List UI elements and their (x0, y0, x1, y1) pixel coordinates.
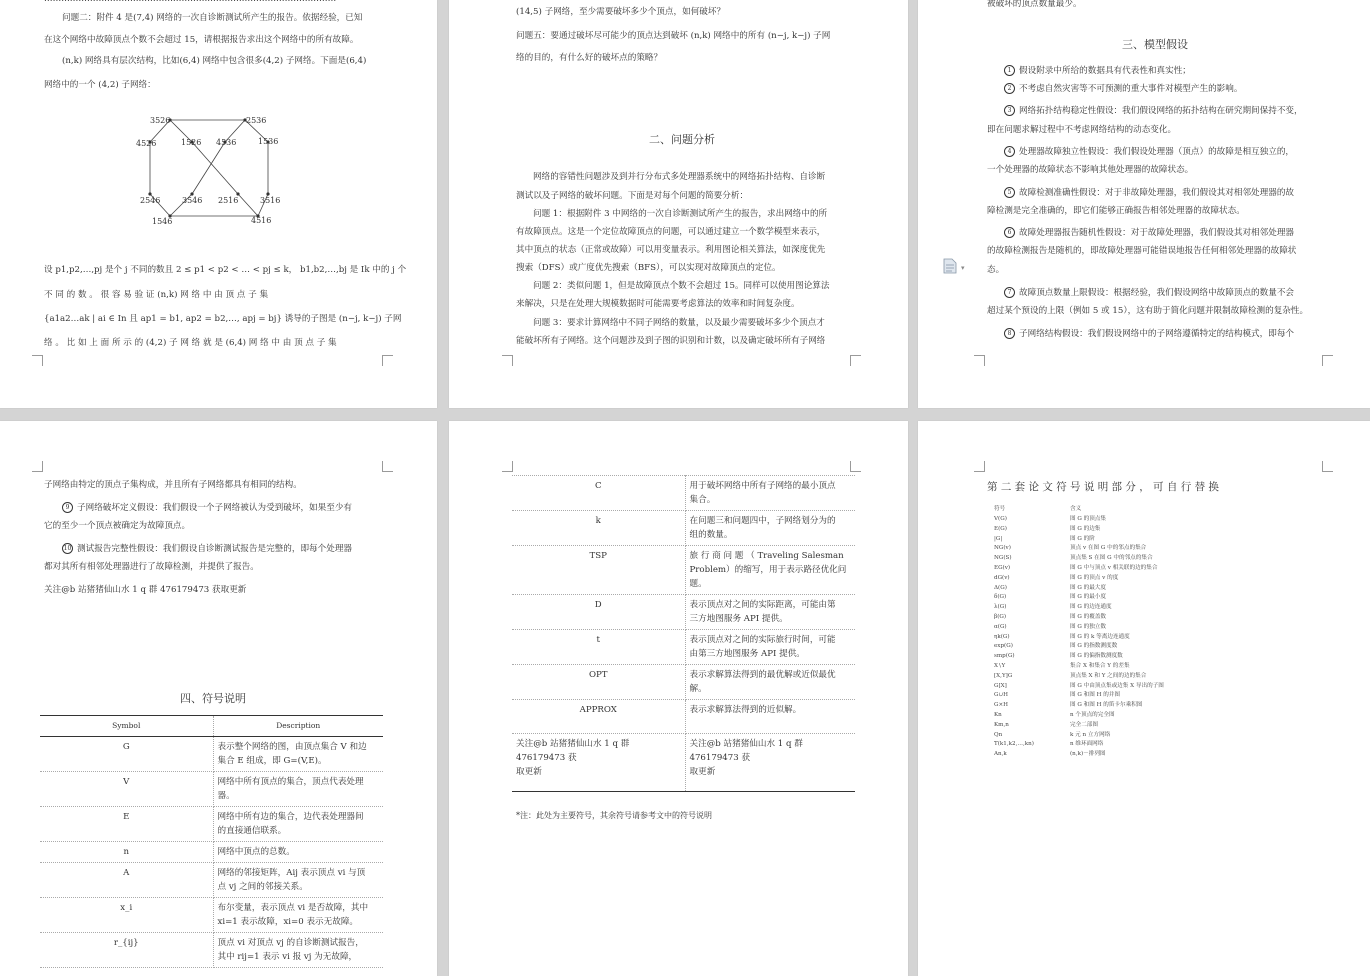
section-heading: 四、符号说明 (180, 692, 246, 705)
text-line: 态。 (987, 265, 1005, 275)
notation-meaning: n 维环面网络 (1070, 741, 1104, 748)
notation-symbol: Kn (994, 712, 1002, 718)
page-1 (0, 0, 437, 408)
page-2 (449, 0, 908, 408)
table-row: V 网络中所有顶点的集合，顶点代表处理 器。 (40, 772, 383, 807)
table-row: E 网络中所有边的集合，边代表处理器间 的直接通信联系。 (40, 807, 383, 842)
text-line: 设 p1,p2,…,pj 是个 j 不同的数且 2 ≤ p1 < p2 < … < pj ≤ k， b1,b2,…,bj 是 Ik 中的 j 个 (44, 265, 407, 275)
text-line: 来解决，只是在处理大规模数据时可能需要考虑算法的效率和时间复杂度。 (516, 299, 800, 309)
text-line: 一个处理器的故障状态不影响其他处理器的故障状态。 (987, 165, 1194, 175)
text-line: 测试以及子网络的破坏问题。下面是对每个问题的简要分析： (516, 191, 749, 201)
notation-meaning: 图 G 的阶 (1070, 535, 1095, 542)
page-corner-mark (1322, 355, 1333, 366)
table-row: n 网络中顶点的总数。 (40, 842, 383, 863)
assumption-item: 1 假设附录中所给的数据具有代表性和真实性； (1004, 65, 1191, 77)
notation-symbol: |G| (994, 535, 1003, 542)
text-line: 网络中的一个 (4,2) 子网络： (44, 80, 156, 90)
page-corner-mark (974, 461, 985, 472)
notation-symbol: X∖Y (994, 663, 1006, 669)
table-row: t 表示顶点对之间的实际旅行时间，可能 由第三方地图服务 API 提供。 (512, 630, 855, 665)
node-label: 1546 (152, 217, 173, 226)
assumption-item: 5 故障检测准确性假设：对于非故障处理器，我们假设其对相邻处理器的故 (1004, 187, 1294, 199)
notation-symbol: V(G) (994, 516, 1007, 522)
assumption-item: 8 子网络结构假设：我们假设网络中的子网络遵循特定的结构模式，即每个 (1004, 328, 1294, 340)
text-line: 在这个网络中故障顶点个数不会超过 15，请根据报告求出这个网络中的所有故障。 (44, 35, 359, 45)
table-row: D 表示顶点对之间的实际距离，可能由第 三方地图服务 API 提供。 (512, 595, 855, 630)
assumption-item: 9 子网络破坏定义假设：我们假设一个子网络被认为受到破坏，如果至少有 (62, 502, 352, 514)
table-header (40, 716, 383, 737)
table-row: OPT 表示求解算法得到的最优解或近似最优 解。 (512, 665, 855, 700)
page-corner-mark (974, 355, 985, 366)
table-row: 关注@b 站猪猪仙山水 1 q 群 476179473 获 取更新 关注@b 站猪猪仙山水 1 q 群 476179473 获 取更新 (512, 734, 855, 792)
assumption-item: 2 不考虑自然灾害等不可预测的重大事件对模型产生的影响。 (1004, 83, 1242, 95)
text-line: 网络的容错性问题涉及到并行分布式多处理器系统中的网络拓扑结构、自诊断 (533, 172, 826, 182)
notation-symbol: [X,Y]G (994, 672, 1013, 679)
notation-symbol: An,k (994, 751, 1007, 758)
notation-meaning: 顶点集 X 和 Y 之间的边的集合 (1070, 672, 1147, 679)
text-line: 能破坏所有子网络。这个问题涉及到子图的识别和计数，以及确定破坏所有子网络 (516, 336, 826, 346)
page-corner-mark (32, 461, 43, 472)
notation-symbol: NG(S) (994, 555, 1012, 562)
assumption-item: 3 网络拓扑结构稳定性假设：我们假设网络的拓扑结构在研究期间保持不变， (1004, 105, 1303, 117)
node-label: 3546 (182, 196, 203, 205)
notation-meaning: 图 G 和图 H 的并图 (1070, 692, 1121, 699)
notation-meaning: 集合 X 和集合 Y 的差集 (1070, 663, 1130, 669)
notation-symbol: Km,n (994, 721, 1009, 728)
notation-symbol: G∪H (994, 692, 1009, 699)
text-line: 即在问题求解过程中不考虑网络结构的动态变化。 (987, 125, 1177, 135)
text-line: {a1a2…ak | ai ∈ In 且 ap1 = b1, ap2 = b2,…, apj = bj} 诱导的子图是 (n−j, k−j) 子网 (44, 314, 402, 324)
notation-meaning: 图 G 中与顶点 v 相关联的边的集合 (1070, 565, 1158, 571)
page-corner-mark (32, 355, 43, 366)
notation-symbol: G[X] (994, 682, 1007, 689)
text-line (44, 0, 336, 5)
notation-meaning: 图 G 的顶点集 (1070, 516, 1106, 522)
text-line: (n,k) 网络具有层次结构，比如(6,4) 网络中包含很多(4,2) 子网络。下面是(6,4) (62, 56, 367, 66)
text-line: 被破坏的顶点数量最少。 (987, 0, 1082, 9)
page-corner-mark (502, 355, 513, 366)
notation-symbol: δ(G) (994, 594, 1007, 601)
notation-symbol: G×H (994, 702, 1009, 709)
text-line: (14,5) 子网络，至少需要破坏多少个顶点，如何破坏？ (516, 7, 726, 17)
symbol-table (40, 715, 383, 968)
node-label: 4516 (251, 216, 272, 225)
text-line: 问题五：要通过破坏尽可能少的顶点达到破坏 (n,k) 网络中的所有 (n−j, k−j) 子网 (516, 31, 831, 41)
node-label: 3516 (260, 196, 281, 205)
assumption-item: 7 故障顶点数量上限假设：根据经验，我们假设网络中故障顶点的数量不会 (1004, 287, 1294, 299)
page-6 (918, 421, 1370, 976)
assumption-item: 4 处理器故障独立性假设：我们假设处理器（顶点）的故障是相互独立的， (1004, 146, 1294, 158)
notation-meaning: 图 G 中由顶点集或边集 X 导出的子图 (1070, 682, 1164, 689)
node-label: 1536 (258, 137, 279, 146)
page-5 (449, 421, 908, 976)
notation-symbol: α(G) (994, 623, 1007, 630)
notation-meaning: 图 G 的顶点 v 的度 (1070, 574, 1119, 581)
text-line: 问题 1：根据附件 3 中网络的一次自诊断测试所产生的报告，求出网络中的所 (533, 209, 828, 219)
dropdown-arrow-icon[interactable]: ▾ (961, 264, 965, 272)
text-line: 子网络由特定的顶点子集构成，并且所有子网络都具有相同的结构。 (44, 480, 302, 490)
table-row: G 表示整个网络的图，由顶点集合 V 和边 集合 E 组成，即 G=(V,E)。 (40, 737, 383, 772)
notation-meaning: 图 G 的边集 (1070, 525, 1101, 532)
table-note: *注：此处为主要符号，其余符号请参考文中的符号说明 (516, 811, 712, 820)
assumption-item: 10 测试报告完整性假设：我们假设自诊断测试报告是完整的，即每个处理器 (63, 544, 353, 554)
page-corner-mark (1322, 461, 1333, 472)
notation-meaning: 图 G 的偏指数测度数 (1070, 653, 1123, 660)
notation-symbol: dG(v) (994, 574, 1010, 581)
page-3 (918, 0, 1370, 408)
assumption-item: 6 故障处理器报告随机性假设：对于故障处理器，我们假设其对相邻处理器 (1004, 227, 1294, 239)
section-heading: 第 二 套 论 文 符 号 说 明 部 分 ， 可 自 行 替 换 (987, 481, 1219, 493)
text-line: 搜索（DFS）或广度优先搜索（BFS），可以实现对故障顶点的定位。 (516, 263, 781, 273)
notation-symbol: NG(v) (994, 545, 1011, 552)
node-label: 2546 (140, 196, 161, 205)
node-label: 2536 (246, 116, 267, 125)
notation-symbol: Qn (994, 731, 1003, 738)
notation-symbol: EG(v) (994, 565, 1011, 571)
page-corner-mark (850, 461, 861, 472)
text-line: 络 。 比 如 上 面 所 示 的 (4,2) 子 网 络 就 是 (6,4) 网 络 中 由 顶 点 子 集 (44, 338, 337, 348)
notation-symbol: E(G) (994, 525, 1007, 532)
notation-symbol: ηk(G) (994, 633, 1010, 640)
node-label: 4536 (216, 138, 237, 147)
notation-symbol: smp(G) (994, 653, 1015, 660)
text-line: 它的至少一个顶点被确定为故障顶点。 (44, 521, 191, 531)
node-label: 3526 (150, 116, 171, 125)
section-heading: 二、问题分析 (649, 133, 715, 146)
table-row: C 用于破坏网络中所有子网络的最小顶点 集合。 (512, 476, 855, 511)
text-line: 问题二：附件 4 是(7,4) 网络的一次自诊断测试所产生的报告。依据经验，已知 (62, 13, 363, 23)
notation-meaning: 完全二部图 (1070, 721, 1098, 728)
document-icon[interactable] (943, 258, 957, 274)
node-label: 2516 (218, 196, 239, 205)
page-corner-mark (502, 461, 513, 472)
notation-meaning: 图 G 和图 H 的笛卡尔乘积图 (1070, 702, 1143, 709)
table-row: TSP 旅 行 商 问 题 （ Traveling Salesman Problem）的缩写，用于表示路径优化问 题。 (512, 546, 855, 595)
text-line: 不 同 的 数 。 很 容 易 验 证 (n,k) 网 络 中 由 顶 点 子 集 (44, 290, 269, 300)
node-label: 1526 (181, 138, 202, 147)
text-line: 问题 3：要求计算网络中不同子网络的数量，以及最少需要破坏多少个顶点才 (533, 318, 825, 328)
text-line: 超过某个预设的上限（例如 5 或 15），这有助于简化问题并限制故障检测的复杂性。 (987, 306, 1309, 316)
notation-symbol: exp(G) (994, 643, 1013, 650)
notation-meaning: 图 G 的覆盖数 (1070, 614, 1106, 620)
table-row: A 网络的邻接矩阵，Aij 表示顶点 vi 与顶 点 vj 之间的邻接关系。 (40, 863, 383, 898)
table-row: x_i 布尔变量，表示顶点 vi 是否故障，其中 xi=1 表示故障，xi=0 表示无故障。 (40, 898, 383, 933)
column-header: Symbol (40, 716, 213, 737)
notation-meaning: 图 G 的指数测度数 (1070, 643, 1118, 650)
subnetwork-diagram (130, 112, 290, 227)
node-label: 4526 (136, 139, 157, 148)
column-header: 符号 (994, 506, 1006, 512)
text-line: 障检测是完全准确的，即它们能够正确报告相邻处理器的故障状态。 (987, 206, 1245, 216)
notation-symbol: T(k1,k2,…,kn) (994, 741, 1034, 748)
notation-meaning: 图 G 的边连通度 (1070, 604, 1112, 611)
notation-meaning: 图 G 的 k 等离边连通度 (1070, 633, 1130, 640)
notation-symbol: β(G) (994, 614, 1007, 620)
page-corner-mark (850, 355, 861, 366)
share-note: 关注@b 站猪猪仙山水 1 q 群 476179473 获取更新 (44, 585, 247, 595)
symbol-table-continued (512, 475, 855, 792)
table-row: k 在问题三和问题四中，子网络划分为的 组的数量。 (512, 511, 855, 546)
notation-meaning: 顶点 v 在图 G 中的邻点的集合 (1070, 545, 1147, 552)
text-line: 有故障顶点。这是一个定位故障顶点的问题，可以通过建立一个数学模型来表示， (516, 227, 826, 237)
page-4 (0, 421, 437, 976)
table-row: APPROX 表示求解算法得到的近似解。 (512, 700, 855, 734)
text-line: 问题 2：类似问题 1，但是故障顶点个数不会超过 15。同样可以使用图论算法 (533, 281, 830, 291)
table-row: r_{ij} 顶点 vi 对顶点 vj 的自诊断测试报告， 其中 rij=1 表示 vi 报 vj 为无故障， (40, 933, 383, 968)
page-corner-mark (382, 355, 393, 366)
page-corner-mark (382, 461, 393, 472)
notation-meaning: n 个顶点的完全图 (1070, 712, 1115, 718)
column-header: Description (213, 716, 383, 737)
notation-meaning: (n,k)－排列图 (1070, 751, 1106, 758)
notation-meaning: 图 G 的最大度 (1070, 584, 1106, 591)
notation-symbol: Δ(G) (994, 584, 1007, 591)
text-line: 其中顶点的状态（正常或故障）可以用变量表示。利用图论相关算法，如深度优先 (516, 245, 826, 255)
notation-symbol: λ(G) (994, 604, 1007, 611)
notation-meaning: k 元 n 立方网络 (1070, 731, 1111, 738)
section-heading: 三、模型假设 (1122, 38, 1188, 51)
column-header: 含义 (1070, 506, 1082, 512)
notation-meaning: 图 G 的独立数 (1070, 623, 1106, 630)
notation-meaning: 图 G 的最小度 (1070, 594, 1106, 601)
text-line: 都对其所有相邻处理器进行了故障检测，并提供了报告。 (44, 562, 259, 572)
text-line: 的故障检测报告是随机的，即故障处理器可能错误地报告任何相邻处理器的故障状 (987, 246, 1297, 256)
notation-meaning: 顶点集 S 在图 G 中的邻点的集合 (1070, 555, 1153, 562)
text-line: 络的目的，有什么好的破坏点的策略？ (516, 53, 663, 63)
